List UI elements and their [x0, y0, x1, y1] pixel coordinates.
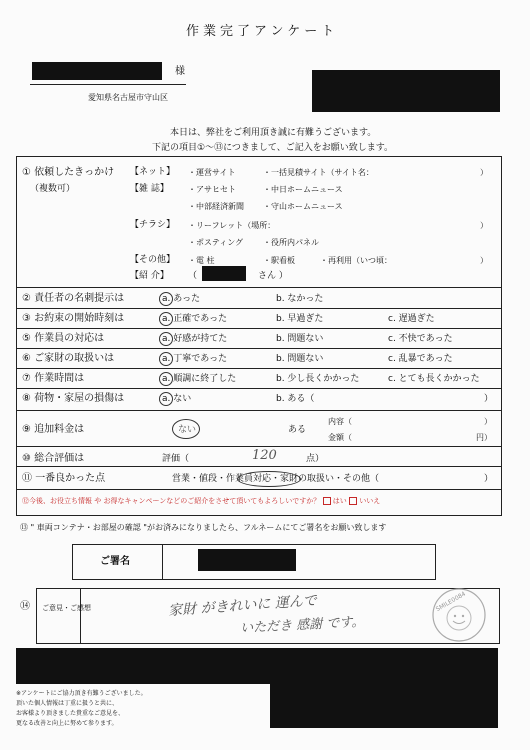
redacted-customer-name: [32, 62, 162, 80]
q1-other-2: ・駅看板: [263, 256, 295, 265]
page-title: 作業完了アンケート: [186, 24, 339, 39]
q2-number: ②: [22, 293, 31, 304]
redacted-referrer: [202, 266, 246, 281]
q3-label: お約束の開始時刻は: [34, 313, 125, 324]
selected-circle: [159, 352, 173, 366]
q8-content: 内容（: [328, 417, 352, 426]
q12-number: ⑬: [20, 523, 28, 532]
redacted-company-info: [312, 70, 500, 112]
q11-yes: はい: [332, 497, 347, 505]
q13-label: ご意見・ご感想: [42, 604, 91, 612]
q12-text: " 車両コンテナ・お部屋の確認 "がお済みになりましたら、フルネームにてご署名をお願い致します: [30, 523, 387, 532]
q6-option-c: c. とても長くかかった: [388, 374, 480, 384]
q1-net-2: ・一括見積サイト（サイト名：: [263, 168, 374, 177]
greeting-line-2: 下記の項目①～⑬につきまして、ご記入をお願い致します。: [152, 143, 393, 153]
q1-net-1: ・運営サイト: [188, 168, 236, 177]
q5-label: ご家財の取扱いは: [34, 353, 115, 364]
q3-option-b: b. 早過ぎた: [276, 314, 324, 324]
customer-honorific: 様: [175, 66, 185, 77]
stamp-text: SMILE0084: [434, 590, 468, 614]
q1-flyer-3: ・役所内パネル: [263, 238, 319, 247]
q11-no: いいえ: [359, 497, 381, 505]
q1-other-3: ・再利用（いつ頃：: [320, 256, 392, 265]
q1-flyer-2: ・ポスティング: [188, 238, 244, 247]
smile-stamp: [430, 586, 488, 644]
q4-label: 作業員の対応は: [34, 333, 105, 344]
q11-text: 今後、お役立ち情報 や お得なキャンペーンなどのご紹介をさせて頂いてもよろしいですか？: [29, 497, 321, 505]
q1-net-category: 【ネット】: [130, 167, 176, 177]
q9-number: ⑩: [22, 453, 31, 464]
redacted-bottom-band: [16, 648, 498, 684]
q2-option-a: a. あった: [162, 294, 201, 304]
handwritten-comment-2: いただき 感謝 です。: [239, 614, 365, 637]
selected-circle: [172, 419, 200, 439]
q1-magazine-category: 【雑 誌】: [130, 184, 169, 194]
q7-number: ⑧: [22, 393, 31, 404]
q5-option-a: a. 丁寧であった: [162, 354, 228, 364]
q1-mag-1: ・アサヒセト: [188, 185, 236, 194]
q11-number: ⑫: [22, 497, 29, 505]
q8-amount: 金額（: [328, 433, 352, 442]
q3-option-a: a. 正確であった: [162, 314, 228, 324]
q3-number: ③: [22, 313, 31, 324]
survey-document: 作業完了アンケート 様 愛知県名古屋市守山区 本日は、弊社をご利用頂き誠に有難うございます。 下記の項目①～⑬につきまして、ご記入をお願い致します。 ① 依頼したきっかけ （複数可） 【ネット】 ・運営サイト ・一括見積サイト（サイト名： ） 【雑 誌】 ・アサヒセト ・中日ホームニュース ・中部経済新聞 ・守山ホームニュース 【チラシ】 ・リーフレット（場所： ） ・ポスティング ・役所内パネル 【その他】 ・電 柱 ・駅看板 ・再利用（いつ頃： ） 【紹 介】 （ さん ） ② 責任者の名刺提示は a. あった b. なかった ③ お約束の開始時刻は a. 正確であった b. 早過ぎた c. 遅過ぎた ⑤ 作業員の対応は a. 好感が持てた b. 問題ない c. 不快であった ⑥ ご家財の取扱いは a. 丁寧であった b. 問題ない c. 乱暴であった ⑦ 作業時間は a. 順調に終了した b. 少し長くかかった c. とても長くかかった ⑧ 荷物・家屋の損傷は a. ない b. ある（ ） ⑨ 追加料金は ない ある 内容（ ） 金額（ 円） ⑩ 総合評価は 評価（ 120 点） ⑪ 一番良かった点 営業・値段・作業員対応・家財の取扱い・その他（ ） ⑫今後、お役立ち情報 や お得なキャンペーンなどのご紹介をさせて頂いてもよろしいですか？ はい いいえ ⑬ " 車両コンテナ・お部屋の確認 "がお済みになりましたら、フルネームにてご署名をお願い致します ご署名 ⑭ ご意見・ご感想 家財 がきれいに 運んで いただき 感謝 です。 SMILE0084 ※アンケートにご協力頂き有難うございました。 頂いた個人情報は丁重に扱うと共に、 お客様より頂きました貴重なご意見を、 更なる改善と向上に努めて参ります。: [0, 0, 530, 750]
q1-label: 依頼したきっかけ: [34, 167, 115, 178]
selected-circle: [237, 471, 301, 487]
q5-number: ⑥: [22, 353, 31, 364]
q1-mag-3: ・中部経済新聞: [188, 202, 244, 211]
q9-score: 120: [252, 448, 277, 463]
greeting-line-1: 本日は、弊社をご利用頂き誠に有難うございます。: [170, 128, 377, 138]
q6-option-b: b. 少し長くかかった: [276, 374, 360, 384]
redacted-bottom-right: [270, 684, 498, 728]
q4-number: ⑤: [22, 333, 31, 344]
q2-label: 責任者の名刺提示は: [34, 293, 125, 304]
q5-option-c: c. 乱暴であった: [388, 354, 453, 364]
q8-answer-none: ない: [178, 425, 197, 435]
q1-intro-open: （: [188, 271, 198, 281]
customer-address: 愛知県名古屋市守山区: [88, 93, 168, 102]
q8-number: ⑨: [22, 424, 31, 435]
checkbox-icon: [323, 497, 331, 505]
selected-circle: [159, 372, 173, 386]
footer-line-2: 頂いた個人情報は丁重に扱うと共に、: [16, 700, 119, 707]
footer-line-3: お客様より頂きました貴重なご意見を、: [16, 710, 125, 717]
q8-answer-yes: ある: [288, 425, 307, 435]
q9-points: 点）: [306, 454, 325, 464]
selected-circle: [159, 292, 173, 306]
q7-option-b: b. ある（: [276, 394, 315, 404]
selected-circle: [159, 332, 173, 346]
redacted-signature: [198, 549, 296, 571]
q10-label: 一番良かった点: [35, 473, 106, 484]
q4-option-a: a. 好感が持てた: [162, 334, 228, 344]
q1-intro-san: さん ）: [258, 271, 288, 281]
q8-yen: 円）: [476, 433, 492, 442]
q10-number: ⑪: [22, 473, 32, 484]
q1-intro-category: 【紹 介】: [130, 271, 169, 281]
q4-option-b: b. 問題ない: [276, 334, 324, 344]
signature-label: ご署名: [100, 556, 130, 567]
footer-line-4: 更なる改善と向上に努めて参ります。: [16, 720, 118, 727]
selected-circle: [159, 392, 173, 406]
q6-label: 作業時間は: [34, 373, 85, 384]
q6-option-a: a. 順調に終了した: [162, 374, 237, 384]
q9-rating-label: 評価（: [162, 454, 190, 464]
q1-number: ①: [22, 167, 31, 178]
q1-flyer-category: 【チラシ】: [130, 220, 176, 230]
name-underline: [30, 84, 186, 85]
q5-option-b: b. 問題ない: [276, 354, 324, 364]
q1-sub: （複数可）: [30, 184, 76, 194]
q13-number: ⑭: [20, 601, 30, 612]
q1-flyer-1: ・リーフレット（場所：: [188, 221, 276, 230]
q2-option-b: b. なかった: [276, 294, 324, 304]
q4-option-c: c. 不快であった: [388, 334, 453, 344]
q6-number: ⑦: [22, 373, 31, 384]
q9-label: 総合評価は: [34, 453, 85, 464]
q8-label: 追加料金は: [34, 424, 85, 435]
q1-other-1: ・電 柱: [188, 256, 215, 265]
q3-option-c: c. 遅過ぎた: [388, 314, 435, 324]
handwritten-comment-1: 家財 がきれいに 運んで: [167, 592, 318, 620]
footer-line-1: ※アンケートにご協力頂き有難うございました。: [16, 690, 147, 697]
q1-mag-2: ・中日ホームニュース: [263, 185, 343, 194]
q10-options: 営業・値段・作業員対応・家財の取扱い・その他（: [172, 474, 380, 484]
q7-label: 荷物・家屋の損傷は: [34, 393, 125, 404]
selected-circle: [159, 312, 173, 326]
q1-mag-4: ・守山ホームニュース: [263, 202, 343, 211]
q1-other-category: 【その他】: [130, 255, 176, 265]
checkbox-icon: [349, 497, 357, 505]
q7-option-a: a. ない: [162, 394, 192, 404]
